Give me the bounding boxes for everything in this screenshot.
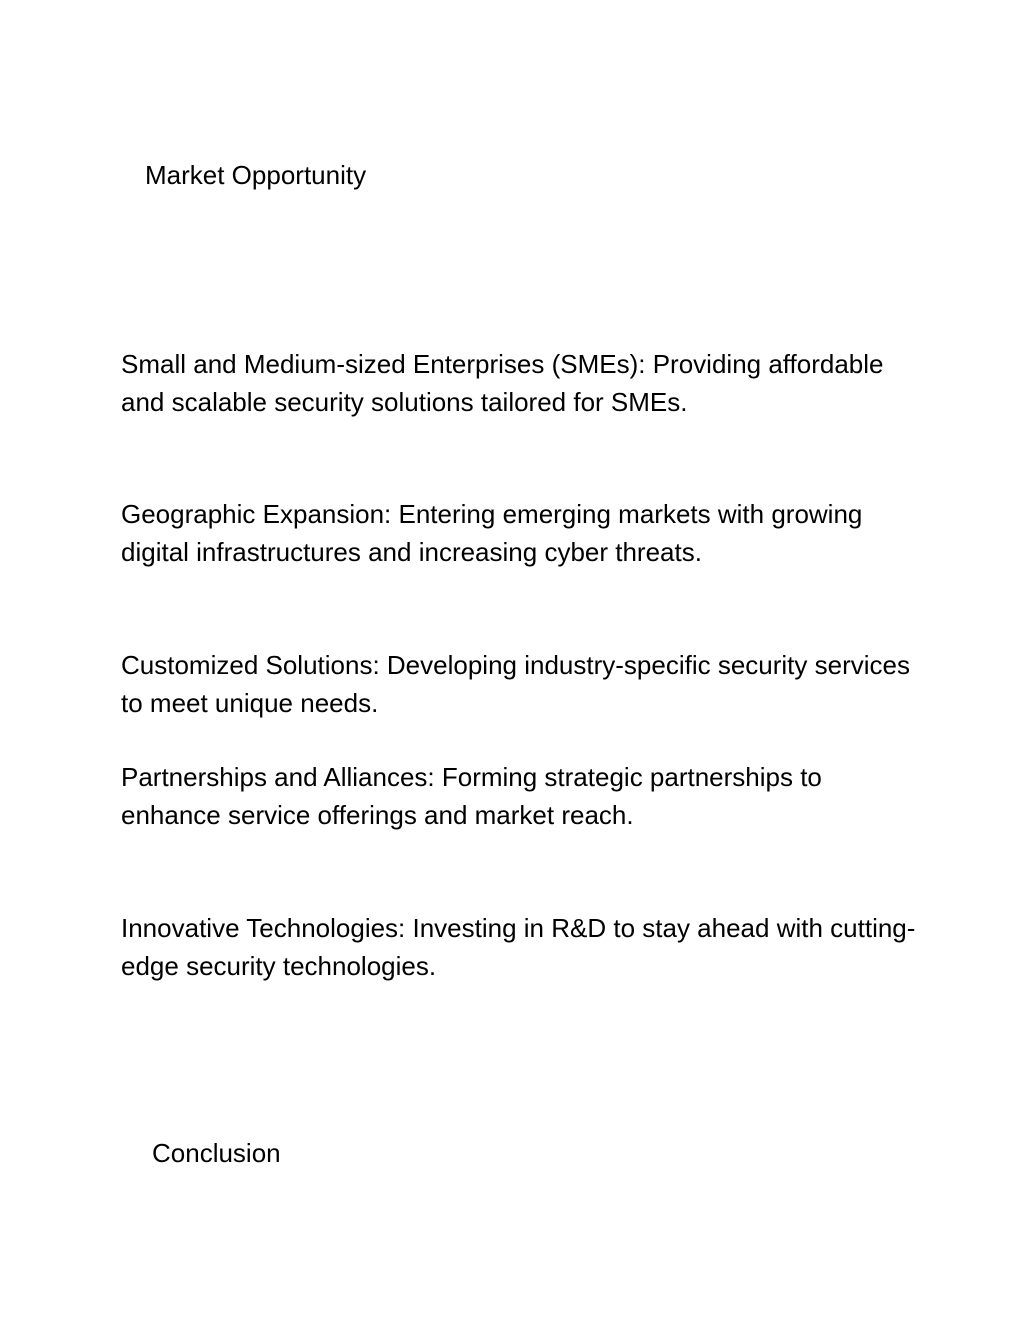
paragraph-geographic-expansion: Geographic Expansion: Entering emerging markets with growing digital infrastructures and increasing cyber threats. bbox=[121, 499, 863, 567]
paragraph-customized-solutions: Customized Solutions: Developing industry-specific security services to meet unique needs. bbox=[121, 650, 910, 718]
section-heading-conclusion: Conclusion bbox=[152, 1138, 281, 1168]
paragraph-partnerships-alliances: Partnerships and Alliances: Forming strategic partnerships to enhance service offerings and market reach. bbox=[121, 762, 822, 830]
section-heading-market-opportunity: Market Opportunity bbox=[145, 160, 367, 190]
paragraph-smes: Small and Medium-sized Enterprises (SMEs): Providing affordable and scalable security solutions tailored for SMEs. bbox=[121, 349, 884, 417]
paragraph-innovative-technologies: Innovative Technologies: Investing in R&D to stay ahead with cutting-edge security technologies. bbox=[121, 913, 916, 981]
